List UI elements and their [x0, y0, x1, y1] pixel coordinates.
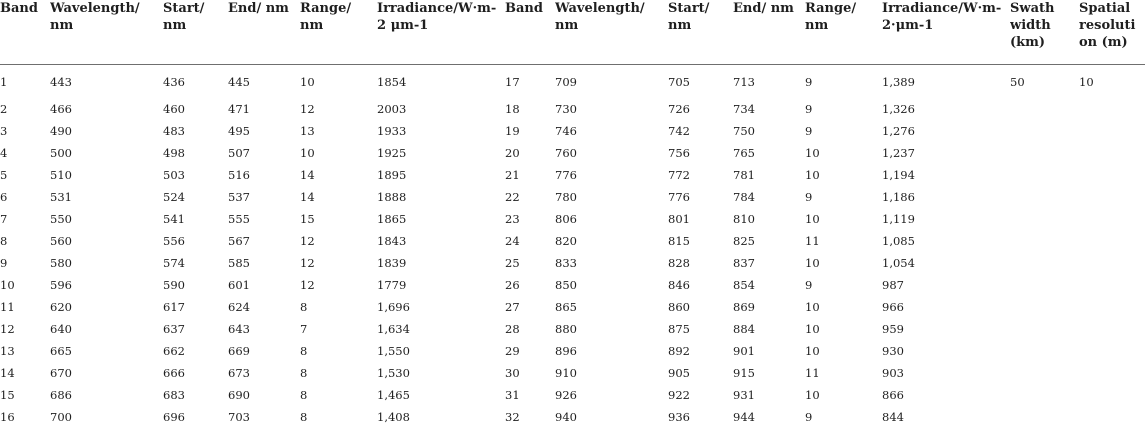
table-row [0, 208, 1145, 230]
table-cell [1010, 340, 1079, 362]
table-cell: 1,550 [377, 344, 410, 358]
table-cell: 11 [805, 366, 820, 380]
table-cell: 987 [882, 278, 904, 292]
table-cell: 696 [163, 410, 185, 424]
table-cell: 1 [0, 74, 8, 89]
table-cell [1010, 142, 1079, 164]
table-cell: 556 [163, 234, 185, 248]
table-cell: 8 [300, 366, 308, 380]
table-row [0, 362, 1145, 384]
table-cell: 801 [668, 212, 690, 226]
table-cell: 1865 [377, 212, 407, 226]
table-cell: 833 [555, 256, 577, 270]
table-cell [1079, 230, 1145, 252]
table-cell: 9 [805, 74, 813, 89]
table-cell: 780 [555, 190, 577, 204]
table-cell: 1895 [377, 168, 407, 182]
table-cell: 500 [50, 146, 72, 160]
table-cell: 673 [228, 366, 250, 380]
table-cell [1079, 98, 1145, 120]
table-cell [1010, 296, 1079, 318]
table-cell: 875 [668, 322, 690, 336]
table-cell: 1,465 [377, 388, 410, 402]
table-cell: 640 [50, 322, 72, 336]
table-cell: 460 [163, 102, 185, 116]
table-cell: 12 [0, 322, 15, 336]
table-cell: 1854 [377, 74, 407, 89]
table-cell: 820 [555, 234, 577, 248]
col-header-spatial-resolution: Spatial resolution (m) [1079, 0, 1145, 64]
table-cell: 28 [505, 322, 520, 336]
table-cell: 10 [1079, 74, 1094, 89]
table-cell: 750 [733, 124, 755, 138]
table-cell: 8 [300, 410, 308, 424]
table-cell [1010, 186, 1079, 208]
col-header-end-2: End/ nm [733, 0, 805, 64]
table-cell: 585 [228, 256, 250, 270]
col-header-band: Band [0, 0, 50, 64]
table-cell: 703 [228, 410, 250, 424]
table-cell [1079, 252, 1145, 274]
table-cell: 10 [805, 168, 820, 182]
table-cell: 541 [163, 212, 185, 226]
table-cell: 905 [668, 366, 690, 380]
table-cell: 772 [668, 168, 690, 182]
table-cell: 503 [163, 168, 185, 182]
table-cell: 12 [300, 234, 315, 248]
table-row [0, 274, 1145, 296]
table-cell: 1,530 [377, 366, 410, 380]
table-cell: 498 [163, 146, 185, 160]
table-cell: 19 [505, 124, 520, 138]
table-cell: 901 [733, 344, 755, 358]
table-cell [1010, 98, 1079, 120]
table-cell [1010, 274, 1079, 296]
col-header-start-2: Start/ nm [668, 0, 733, 64]
table-cell: 742 [668, 124, 690, 138]
table-cell: 24 [505, 234, 520, 248]
table-cell [1079, 208, 1145, 230]
table-cell: 620 [50, 300, 72, 314]
table-cell: 713 [733, 74, 755, 89]
table-cell: 10 [805, 322, 820, 336]
table-cell: 776 [668, 190, 690, 204]
table-row [0, 120, 1145, 142]
table-cell: 9 [805, 190, 813, 204]
table-cell: 700 [50, 410, 72, 424]
table-cell: 815 [668, 234, 690, 248]
table-cell: 760 [555, 146, 577, 160]
table-cell: 10 [300, 146, 315, 160]
table-cell: 436 [163, 74, 185, 89]
table-cell: 884 [733, 322, 755, 336]
col-header-band-2: Band [505, 0, 555, 64]
table-cell: 892 [668, 344, 690, 358]
table-cell: 8 [300, 388, 308, 402]
table-cell: 966 [882, 300, 904, 314]
table-cell: 9 [0, 256, 8, 270]
table-cell: 516 [228, 168, 250, 182]
table-cell: 17 [505, 74, 520, 89]
table-cell: 765 [733, 146, 755, 160]
table-cell [1010, 362, 1079, 384]
table-cell: 590 [163, 278, 185, 292]
col-header-swath-width: Swath width (km) [1010, 0, 1079, 64]
table-cell: 574 [163, 256, 185, 270]
table-cell: 1,054 [882, 256, 915, 270]
table-cell: 30 [505, 366, 520, 380]
table-cell: 880 [555, 322, 577, 336]
table-cell [1010, 406, 1079, 428]
table-cell: 14 [300, 190, 315, 204]
table-cell: 643 [228, 322, 250, 336]
table-cell: 1,186 [882, 190, 915, 204]
table-cell: 784 [733, 190, 755, 204]
table-cell: 32 [505, 410, 520, 424]
table-cell: 510 [50, 168, 72, 182]
table-cell: 8 [0, 234, 8, 248]
table-cell: 936 [668, 410, 690, 424]
table-cell: 20 [505, 146, 520, 160]
col-header-start: Start/ nm [163, 0, 228, 64]
table-cell [1010, 208, 1079, 230]
table-cell: 1843 [377, 234, 407, 248]
table-row [0, 406, 1145, 428]
table-cell [1079, 318, 1145, 340]
table-cell: 471 [228, 102, 250, 116]
table-cell: 14 [300, 168, 315, 182]
table-cell: 922 [668, 388, 690, 402]
header-row [0, 0, 1145, 64]
table-cell: 21 [505, 168, 520, 182]
table-cell: 9 [805, 124, 813, 138]
table-cell: 22 [505, 190, 520, 204]
table-cell [1010, 230, 1079, 252]
table-cell: 507 [228, 146, 250, 160]
table-cell: 601 [228, 278, 250, 292]
table-cell: 443 [50, 74, 72, 89]
table-cell: 14 [0, 366, 15, 380]
col-header-irradiance: Irradiance/W·m-2 μm-1 [377, 0, 505, 64]
table-body [0, 64, 1145, 428]
table-cell [1079, 120, 1145, 142]
table-cell [1079, 340, 1145, 362]
table-cell: 1888 [377, 190, 407, 204]
table-cell: 11 [805, 234, 820, 248]
table-row [0, 296, 1145, 318]
table-cell: 776 [555, 168, 577, 182]
table-cell: 806 [555, 212, 577, 226]
table-cell: 23 [505, 212, 520, 226]
table-cell: 1,119 [882, 212, 915, 226]
table-cell: 531 [50, 190, 72, 204]
table-cell: 10 [805, 388, 820, 402]
table-cell: 662 [163, 344, 185, 358]
table-cell: 686 [50, 388, 72, 402]
table-cell: 1,389 [882, 74, 915, 89]
table-cell: 903 [882, 366, 904, 380]
table-cell: 756 [668, 146, 690, 160]
table-cell: 637 [163, 322, 185, 336]
table-cell [1079, 274, 1145, 296]
table-cell: 709 [555, 74, 577, 89]
table-cell [1079, 296, 1145, 318]
table-cell: 2003 [377, 102, 407, 116]
table-cell: 560 [50, 234, 72, 248]
table-row [0, 230, 1145, 252]
table-cell: 7 [0, 212, 8, 226]
table-cell: 15 [0, 388, 15, 402]
table-cell: 445 [228, 74, 250, 89]
table-cell: 483 [163, 124, 185, 138]
table-cell: 869 [733, 300, 755, 314]
table-cell: 665 [50, 344, 72, 358]
table-cell: 9 [805, 102, 813, 116]
table-cell [1079, 164, 1145, 186]
table-row [0, 164, 1145, 186]
table-cell: 865 [555, 300, 577, 314]
table-cell: 596 [50, 278, 72, 292]
table-cell: 944 [733, 410, 755, 424]
table-row [0, 98, 1145, 120]
table-row [0, 64, 1145, 98]
col-header-range-2: Range/ nm [805, 0, 882, 64]
table-cell: 860 [668, 300, 690, 314]
table-cell: 730 [555, 102, 577, 116]
table-cell: 466 [50, 102, 72, 116]
table-cell: 1,085 [882, 234, 915, 248]
table-row [0, 384, 1145, 406]
table-cell: 9 [805, 278, 813, 292]
table-cell: 690 [228, 388, 250, 402]
table-cell: 8 [300, 344, 308, 358]
table-cell: 495 [228, 124, 250, 138]
table-cell [1079, 142, 1145, 164]
table-cell: 29 [505, 344, 520, 358]
table-cell: 11 [0, 300, 15, 314]
table-cell [1079, 384, 1145, 406]
table-cell: 617 [163, 300, 185, 314]
table-cell: 810 [733, 212, 755, 226]
table-cell: 27 [505, 300, 520, 314]
table-cell: 931 [733, 388, 755, 402]
table-cell: 12 [300, 102, 315, 116]
table-row [0, 142, 1145, 164]
table-cell: 866 [882, 388, 904, 402]
table-cell: 854 [733, 278, 755, 292]
table-cell: 825 [733, 234, 755, 248]
table-cell: 1,194 [882, 168, 915, 182]
table-cell: 8 [300, 300, 308, 314]
table-cell: 1925 [377, 146, 407, 160]
table-cell: 10 [805, 256, 820, 270]
table-cell: 734 [733, 102, 755, 116]
table-cell: 666 [163, 366, 185, 380]
table-cell: 1,408 [377, 410, 410, 424]
table-cell: 926 [555, 388, 577, 402]
table-cell: 18 [505, 102, 520, 116]
table-cell: 26 [505, 278, 520, 292]
table-cell: 10 [805, 344, 820, 358]
table-cell: 746 [555, 124, 577, 138]
table-cell: 837 [733, 256, 755, 270]
table-cell: 10 [805, 146, 820, 160]
table-cell: 524 [163, 190, 185, 204]
table-cell: 828 [668, 256, 690, 270]
table-cell: 10 [0, 278, 15, 292]
table-cell: 683 [163, 388, 185, 402]
table-cell: 940 [555, 410, 577, 424]
table-cell: 490 [50, 124, 72, 138]
table-cell: 1,237 [882, 146, 915, 160]
table-cell: 850 [555, 278, 577, 292]
table-cell: 1839 [377, 256, 407, 270]
table-cell: 1933 [377, 124, 407, 138]
table-cell: 12 [300, 256, 315, 270]
table-cell: 567 [228, 234, 250, 248]
table-row [0, 318, 1145, 340]
table-cell: 930 [882, 344, 904, 358]
table-cell: 537 [228, 190, 250, 204]
table-cell: 670 [50, 366, 72, 380]
table-cell: 10 [805, 300, 820, 314]
table-cell: 1779 [377, 278, 407, 292]
table-cell: 10 [300, 74, 315, 89]
table-cell [1010, 164, 1079, 186]
table-cell: 6 [0, 190, 8, 204]
table-cell [1010, 384, 1079, 406]
table-cell: 16 [0, 410, 15, 424]
col-header-end: End/ nm [228, 0, 300, 64]
table-cell: 3 [0, 124, 8, 138]
col-header-wavelength: Wavelength/ nm [50, 0, 163, 64]
table-row [0, 340, 1145, 362]
table-cell: 580 [50, 256, 72, 270]
table-cell: 13 [300, 124, 315, 138]
table-row [0, 252, 1145, 274]
table-cell: 50 [1010, 74, 1025, 89]
col-header-irradiance-2: Irradiance/W·m-2·μm-1 [882, 0, 1010, 64]
table-cell: 959 [882, 322, 904, 336]
table-cell: 13 [0, 344, 15, 358]
table-cell: 1,634 [377, 322, 410, 336]
table-cell: 2 [0, 102, 8, 116]
table-cell: 844 [882, 410, 904, 424]
table-cell: 1,326 [882, 102, 915, 116]
table-cell: 25 [505, 256, 520, 270]
table-cell [1079, 406, 1145, 428]
table-cell: 910 [555, 366, 577, 380]
table-cell [1010, 120, 1079, 142]
table-cell: 12 [300, 278, 315, 292]
table-cell: 550 [50, 212, 72, 226]
table-cell: 1,696 [377, 300, 410, 314]
table-row [0, 186, 1145, 208]
table-cell [1079, 362, 1145, 384]
table-cell: 1,276 [882, 124, 915, 138]
table-cell: 915 [733, 366, 755, 380]
table-cell: 15 [300, 212, 315, 226]
table-cell: 705 [668, 74, 690, 89]
table-cell: 5 [0, 168, 8, 182]
table-cell [1079, 186, 1145, 208]
col-header-range: Range/ nm [300, 0, 377, 64]
table-cell: 669 [228, 344, 250, 358]
table-cell: 726 [668, 102, 690, 116]
table-cell: 781 [733, 168, 755, 182]
col-header-wavelength-2: Wavelength/ nm [555, 0, 668, 64]
table-cell: 7 [300, 322, 308, 336]
table-cell: 9 [805, 410, 813, 424]
table-cell: 846 [668, 278, 690, 292]
table-cell: 10 [805, 212, 820, 226]
table-cell: 624 [228, 300, 250, 314]
table-cell [1010, 252, 1079, 274]
table-cell: 555 [228, 212, 250, 226]
table-cell: 31 [505, 388, 520, 402]
table-cell [1010, 318, 1079, 340]
table-cell: 4 [0, 146, 8, 160]
table-cell: 896 [555, 344, 577, 358]
